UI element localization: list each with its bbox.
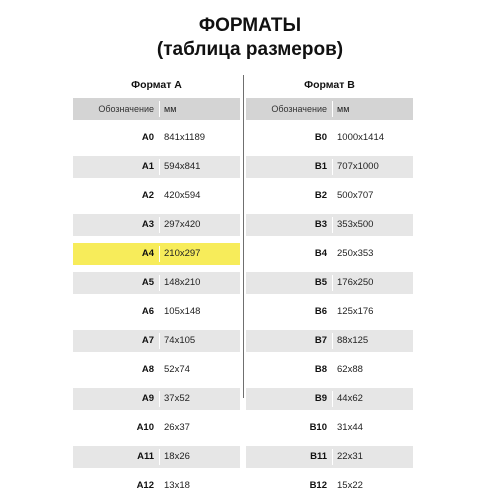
format-name: В9 [314,393,327,404]
cell-separator [159,362,160,378]
column-header-name: Обозначение [271,104,327,114]
cell-separator [332,420,333,436]
format-size: 148x210 [164,277,201,288]
table-row [73,475,240,497]
cell-separator [159,420,160,436]
table-row [73,127,240,149]
format-size: 15x22 [337,480,363,491]
format-a-table [73,75,240,497]
format-b-header-row [246,98,413,120]
cell-separator [159,304,160,320]
cell-separator [159,478,160,494]
cell-separator [332,391,333,407]
format-size: 707x1000 [337,161,379,172]
table-row [246,388,413,410]
format-b-table [246,75,413,497]
format-name: В3 [314,219,327,230]
format-size: 62x88 [337,364,363,375]
cell-separator [159,217,160,233]
table-row [246,301,413,323]
format-name: А0 [141,132,154,143]
cell-separator [332,333,333,349]
format-name: В6 [314,306,327,317]
table-row [246,214,413,236]
format-size: 52x74 [164,364,190,375]
format-name: В0 [314,132,327,143]
cell-separator [159,130,160,146]
format-name: А7 [141,335,154,346]
format-size: 26x37 [164,422,190,433]
table-row [73,417,240,439]
format-size: 22x31 [337,451,363,462]
format-name: В1 [314,161,327,172]
format-size: 500x707 [337,190,374,201]
cell-separator [159,391,160,407]
format-name: В10 [309,422,327,433]
format-size: 594x841 [164,161,201,172]
table-row [246,330,413,352]
format-name: А2 [141,190,154,201]
table-row [246,446,413,468]
table-row [246,417,413,439]
format-size: 31x44 [337,422,363,433]
format-name: В11 [310,451,327,462]
title-line-1: ФОРМАТЫ [198,15,302,36]
format-b-rows [246,127,413,497]
format-name: В8 [314,364,327,375]
format-size: 88x125 [337,335,369,346]
format-size: 13x18 [164,480,190,491]
format-name: А10 [136,422,154,433]
table-row [73,446,240,468]
format-size: 176x250 [337,277,374,288]
format-size: 37x52 [164,393,190,404]
column-header-size: мм [164,104,177,114]
format-size: 105x148 [164,306,201,317]
title-line-2: (таблица размеров) [156,39,344,60]
format-name: А4 [141,248,154,259]
format-size: 841x1189 [164,132,206,143]
table-row [73,388,240,410]
format-size: 250x353 [337,248,374,259]
table-row [246,359,413,381]
format-size: 44x62 [337,393,363,404]
format-name: В12 [309,480,327,491]
cell-separator [332,275,333,291]
table-row [246,475,413,497]
table-row [246,185,413,207]
format-size: 1000x1414 [337,132,385,143]
table-row [73,301,240,323]
cell-separator [332,362,333,378]
format-name: А3 [141,219,154,230]
cell-separator [159,246,160,262]
cell-separator [332,478,333,494]
format-a-heading: Формат А [131,79,182,91]
table-row [246,272,413,294]
table-row [246,156,413,178]
column-divider [243,75,244,398]
format-size: 353x500 [337,219,374,230]
table-row [246,243,413,265]
format-name: А5 [141,277,154,288]
cell-separator [332,246,333,262]
table-row [246,127,413,149]
format-name: А8 [141,364,154,375]
format-size: 210x297 [164,248,201,259]
table-row [73,185,240,207]
cell-separator [159,449,160,465]
format-name: В5 [314,277,327,288]
cell-separator [159,101,160,117]
table-row [73,156,240,178]
cell-separator [332,304,333,320]
table-row [73,330,240,352]
format-a-rows [73,127,240,497]
table-row [73,272,240,294]
cell-separator [332,130,333,146]
cell-separator [159,159,160,175]
page-title [0,14,500,62]
format-size: 74x105 [164,335,196,346]
cell-separator [332,188,333,204]
cell-separator [332,449,333,465]
cell-separator [159,333,160,349]
cell-separator [332,159,333,175]
format-name: В7 [314,335,327,346]
format-name: В4 [314,248,327,259]
format-name: В2 [314,190,327,201]
format-size: 125x176 [337,306,374,317]
format-size: 297x420 [164,219,201,230]
cell-separator [332,101,333,117]
cell-separator [332,217,333,233]
cell-separator [159,275,160,291]
format-name: А11 [137,451,154,462]
column-header-name: Обозначение [98,104,154,114]
format-size: 18x26 [164,451,190,462]
format-name: А6 [141,306,154,317]
format-size: 420x594 [164,190,201,201]
format-name: А1 [141,161,154,172]
cell-separator [159,188,160,204]
format-a-header-row [73,98,240,120]
table-row [73,214,240,236]
format-name: А12 [136,480,154,491]
column-header-size: мм [337,104,350,114]
format-b-heading: Формат В [304,79,355,91]
table-row [73,243,240,265]
format-name: А9 [141,393,154,404]
table-row [73,359,240,381]
